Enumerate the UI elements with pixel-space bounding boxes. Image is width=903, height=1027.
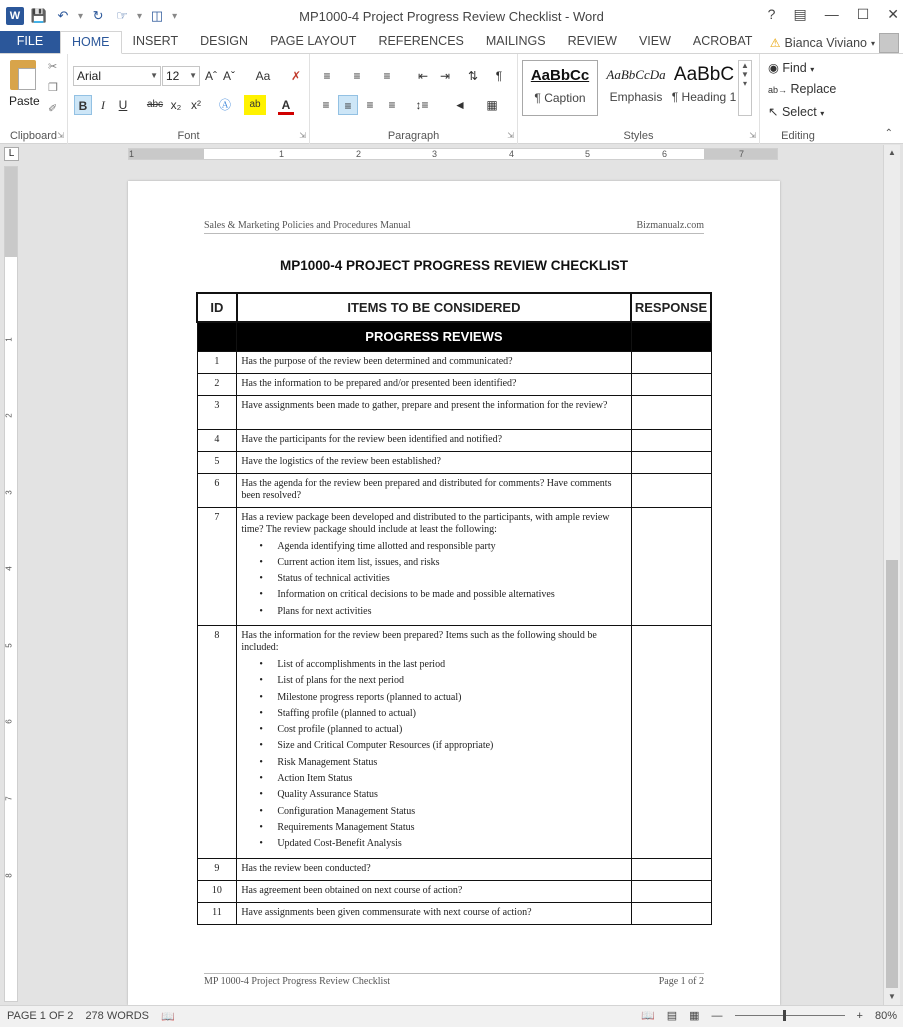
table-row [197, 880, 711, 902]
bullet-item: • Information on critical decisions to be made and possible alternatives [241, 587, 626, 603]
numbering-icon[interactable]: ≡ [353, 69, 361, 83]
borders-icon[interactable]: ▦ [486, 98, 498, 112]
ruler-number: 3 [4, 490, 14, 495]
top-margin-shade [5, 167, 17, 257]
ruler-number: 7 [4, 796, 14, 801]
editing-group-label: Editing [781, 130, 815, 142]
scroll-down-icon[interactable]: ▼ [888, 992, 896, 1001]
tab-insert[interactable]: INSERT [132, 34, 179, 48]
tab-page-layout[interactable]: PAGE LAYOUT [270, 34, 357, 48]
highlight-button[interactable]: ab [244, 95, 266, 115]
status-left [7, 1010, 175, 1023]
table-row [197, 429, 711, 451]
copy-icon[interactable]: ❐ [48, 82, 58, 94]
chevron-down-icon: ▾ [820, 109, 825, 118]
styles-group-label: Styles [623, 130, 654, 142]
undo-dropdown-icon[interactable]: ▾ [78, 10, 84, 22]
table-row [197, 902, 711, 924]
clipboard-group [0, 54, 68, 144]
style-heading-1-sample: AaBbC [673, 64, 735, 85]
tab-acrobat[interactable]: ACROBAT [692, 34, 753, 48]
bullet-item: • Milestone progress reports (planned to actual) [241, 690, 626, 706]
ruler-number: 4 [4, 566, 14, 571]
ruler-number: 7 [739, 149, 745, 159]
bullet-item: • List of plans for the next period [241, 673, 626, 689]
line-spacing-icon[interactable]: ↕≡ [415, 98, 429, 112]
row-item-text: Has the information to be prepared and/or presented been identified? [241, 377, 517, 389]
tab-selector[interactable]: L [4, 147, 19, 161]
ruler-number: 1 [4, 337, 14, 342]
multilevel-list-icon[interactable]: ≡ [383, 69, 391, 83]
redo-icon[interactable]: ↻ [92, 8, 104, 23]
tab-design[interactable]: DESIGN [200, 34, 249, 48]
word-count[interactable]: 278 WORDS [85, 1010, 150, 1022]
user-name: Bianca Viviano [784, 36, 867, 50]
row-item-text: Has the information for the review been prepared? Items such as the following should be included: [241, 629, 597, 653]
collapse-ribbon-icon[interactable]: ⌃ [884, 128, 893, 139]
clear-formatting-icon[interactable]: ✗ [290, 69, 302, 83]
minimize-icon[interactable]: — [824, 6, 839, 22]
tab-references[interactable]: REFERENCES [378, 34, 464, 48]
style-heading-1-name: ¶ Heading 1 [671, 90, 737, 104]
print-preview-icon[interactable]: ◫ [150, 8, 164, 23]
response-cell[interactable] [631, 473, 711, 507]
scroll-thumb[interactable] [886, 560, 898, 988]
chevron-down-icon: ▾ [870, 38, 875, 48]
response-cell[interactable] [631, 625, 711, 858]
style-caption-name: ¶ Caption [534, 91, 586, 105]
font-group-label: Font [177, 130, 200, 142]
left-margin-shade [129, 149, 204, 159]
row-item-bullets [241, 657, 626, 853]
status-bar [0, 1005, 903, 1027]
row-item-text: Have the participants for the review been identified and notified? [241, 433, 503, 445]
help-icon[interactable]: ? [767, 6, 776, 22]
checklist-table [196, 292, 712, 925]
row-id: 4 [197, 429, 237, 451]
row-item-text: Have the logistics of the review been established? [241, 455, 441, 467]
row-item [237, 451, 631, 473]
row-item [237, 395, 631, 429]
table-row [197, 395, 711, 429]
table-row [197, 507, 711, 625]
font-size-combo[interactable] [162, 66, 200, 86]
styles-group [518, 54, 760, 144]
response-cell[interactable] [631, 351, 711, 373]
warning-icon: ⚠ [769, 36, 781, 50]
row-item [237, 880, 631, 902]
row-id: 11 [197, 902, 237, 924]
ruler-number: 1 [129, 149, 135, 159]
bullet-item: • Size and Critical Computer Resources (if appropriate) [241, 738, 626, 754]
page-header [204, 220, 704, 234]
column-header-response: RESPONSE [631, 293, 711, 322]
paste-icon[interactable] [10, 60, 36, 90]
show-formatting-icon[interactable]: ¶ [495, 69, 503, 83]
row-id: 6 [197, 473, 237, 507]
vertical-ruler[interactable] [4, 166, 18, 1002]
print-layout-icon[interactable]: ▤ [666, 1010, 678, 1022]
ruler-number: 2 [4, 413, 14, 418]
decrease-indent-icon[interactable]: ⇤ [417, 69, 429, 83]
tab-view[interactable]: VIEW [638, 34, 671, 48]
page-footer [204, 973, 704, 987]
replace-icon: ab→ [768, 85, 788, 95]
ribbon-display-options-icon[interactable]: ▤ [793, 6, 807, 22]
section-row-blank [631, 322, 711, 351]
row-id: 1 [197, 351, 237, 373]
ruler-number: 8 [4, 873, 14, 878]
status-right [641, 1009, 897, 1022]
bullet-item: • Quality Assurance Status [241, 787, 626, 803]
find-label: Find [782, 61, 807, 75]
ruler-number: 6 [4, 719, 14, 724]
paragraph-group-label: Paragraph [387, 130, 440, 142]
bullet-item: • Staffing profile (planned to actual) [241, 706, 626, 722]
response-cell[interactable] [631, 880, 711, 902]
tab-mailings[interactable]: MAILINGS [485, 34, 546, 48]
find-button[interactable] [768, 60, 814, 75]
row-item [237, 902, 631, 924]
tab-home[interactable]: HOME [60, 31, 122, 54]
bullet-item: • Updated Cost-Benefit Analysis [241, 836, 626, 852]
row-item-text: Has agreement been obtained on next course of action? [241, 884, 463, 896]
row-item-text: Have assignments been made to gather, prepare and present the information for the review? [241, 399, 608, 411]
footer-left: MP 1000-4 Project Progress Review Checklist [204, 976, 391, 987]
align-center-icon[interactable]: ≡ [338, 95, 358, 115]
cut-icon[interactable]: ✂ [48, 61, 58, 73]
binoculars-icon: ◉ [768, 61, 779, 75]
vertical-scrollbar[interactable] [883, 145, 900, 1005]
bullet-item: • Current action item list, issues, and risks [241, 555, 626, 571]
tab-file[interactable]: FILE [0, 31, 60, 53]
change-case-button[interactable]: Aa [255, 69, 271, 83]
zoom-in-icon[interactable]: + [856, 1009, 863, 1022]
font-name-value: Arial [77, 69, 102, 83]
window-controls [768, 6, 899, 23]
font-launcher-icon[interactable]: ⇲ [299, 131, 306, 140]
ruler-number: 1 [279, 149, 285, 159]
paste-button[interactable]: Paste [9, 94, 40, 108]
style-caption-sample: AaBbCc [530, 67, 590, 84]
select-label: Select [781, 105, 817, 119]
response-cell[interactable] [631, 451, 711, 473]
row-id: 3 [197, 395, 237, 429]
undo-icon[interactable]: ↶ [57, 8, 69, 23]
clipboard-launcher-icon[interactable]: ⇲ [57, 131, 64, 140]
row-item-text: Has the purpose of the review been determined and communicated? [241, 355, 513, 367]
section-row-blank [197, 322, 237, 351]
shrink-font-button[interactable]: Aˇ [223, 69, 235, 83]
chevron-down-icon: ▼ [189, 71, 197, 80]
touch-mode-icon[interactable]: ☞ [116, 8, 128, 23]
document-heading: MP1000-4 PROJECT PROGRESS REVIEW CHECKLIST [279, 258, 629, 273]
zoom-slider-thumb[interactable] [783, 1010, 786, 1021]
increase-indent-icon[interactable]: ⇥ [439, 69, 451, 83]
zoom-out-icon[interactable]: — [711, 1009, 723, 1022]
row-item [237, 351, 631, 373]
strikethrough-button[interactable]: abc [146, 99, 164, 110]
table-row [197, 451, 711, 473]
row-id: 2 [197, 373, 237, 395]
table-row [197, 473, 711, 507]
maximize-icon[interactable]: ☐ [856, 6, 870, 22]
zoom-slider[interactable] [735, 1015, 845, 1016]
select-button[interactable] [768, 104, 824, 119]
section-title: PROGRESS REVIEWS [237, 322, 631, 351]
superscript-button[interactable]: x² [191, 98, 201, 112]
table-header-row [197, 293, 711, 322]
column-header-items: ITEMS TO BE CONSIDERED [237, 293, 631, 322]
close-icon[interactable]: ✕ [887, 6, 899, 22]
ruler-number: 6 [662, 149, 668, 159]
table-row [197, 351, 711, 373]
row-item-bullets [241, 539, 626, 620]
ruler-number: 3 [432, 149, 438, 159]
response-cell[interactable] [631, 902, 711, 924]
title-bar [0, 0, 903, 32]
font-name-combo[interactable] [73, 66, 161, 86]
subscript-button[interactable]: x₂ [170, 98, 182, 112]
response-cell[interactable] [631, 429, 711, 451]
word-logo-icon: W [6, 7, 24, 25]
row-item [237, 429, 631, 451]
ribbon [0, 54, 903, 144]
cursor-icon: ↖ [768, 105, 779, 119]
bullets-icon[interactable]: ≡ [323, 69, 331, 83]
styles-launcher-icon[interactable]: ⇲ [749, 131, 756, 140]
row-id: 9 [197, 858, 237, 880]
row-id: 8 [197, 625, 237, 858]
ruler-number: 4 [509, 149, 515, 159]
row-item-text: Has the agenda for the review been prepared and distributed for comments? Have comments been resolved? [241, 477, 612, 501]
zoom-level[interactable]: 80% [874, 1009, 897, 1022]
ruler-number: 2 [356, 149, 362, 159]
table-row [197, 373, 711, 395]
replace-label: Replace [790, 82, 837, 96]
bullet-item: • Action Item Status [241, 771, 626, 787]
ruler-strip[interactable] [128, 148, 778, 160]
ruler-number: 5 [585, 149, 591, 159]
bullet-item: • Configuration Management Status [241, 804, 626, 820]
styles-gallery-scroll[interactable]: ▲ ▼ ▾ [738, 60, 752, 116]
row-id: 7 [197, 507, 237, 625]
user-account[interactable] [770, 32, 899, 54]
shading-icon[interactable]: ◄ [454, 98, 466, 112]
window-title: MP1000-4 Project Progress Review Checklist - Word [299, 9, 604, 24]
row-id: 10 [197, 880, 237, 902]
format-painter-icon[interactable]: ✐ [48, 103, 58, 115]
bullet-item: • Requirements Management Status [241, 820, 626, 836]
style-emphasis[interactable] [598, 60, 674, 116]
response-cell[interactable] [631, 858, 711, 880]
bullet-item: • Cost profile (planned to actual) [241, 722, 626, 738]
page-count[interactable]: PAGE 1 OF 2 [7, 1010, 74, 1022]
document-page[interactable] [128, 181, 780, 1005]
row-id: 5 [197, 451, 237, 473]
bullet-item: • Risk Management Status [241, 755, 626, 771]
tab-review[interactable]: REVIEW [567, 34, 617, 48]
style-heading-1[interactable] [666, 60, 742, 116]
table-row [197, 625, 711, 858]
ribbon-tabs [0, 32, 903, 54]
web-layout-icon[interactable]: ▦ [689, 1010, 700, 1022]
row-item-text: Have assignments been given commensurate with next course of action? [241, 906, 532, 918]
font-group [68, 54, 310, 144]
column-header-id: ID [197, 293, 237, 322]
row-item [237, 858, 631, 880]
row-item [237, 473, 631, 507]
align-right-icon[interactable]: ≡ [366, 98, 374, 112]
avatar [879, 33, 899, 53]
chevron-down-icon: ▾ [810, 65, 815, 74]
style-emphasis-sample: AaBbCcDa [606, 67, 666, 82]
customize-qat-icon[interactable]: ▾ [172, 10, 178, 22]
response-cell[interactable] [631, 507, 711, 625]
horizontal-ruler [0, 144, 903, 164]
scroll-up-icon[interactable]: ▲ [888, 148, 896, 157]
paragraph-group [310, 54, 518, 144]
row-item-text: Has a review package been developed and distributed to the participants, with ample review time? The review package should include at least the following: [241, 511, 610, 535]
save-icon[interactable]: 💾 [30, 8, 48, 23]
footer-right: Page 1 of 2 [658, 976, 704, 987]
bullet-item: • Agenda identifying time allotted and responsible party [241, 539, 626, 555]
row-item-text: Has the review been conducted? [241, 862, 371, 874]
style-caption[interactable] [522, 60, 598, 116]
underline-button[interactable]: U [118, 98, 128, 112]
font-color-button[interactable]: A [278, 95, 294, 115]
grow-font-button[interactable]: Aˆ [205, 69, 217, 83]
paragraph-launcher-icon[interactable]: ⇲ [507, 131, 514, 140]
row-item [237, 507, 631, 625]
sort-icon[interactable]: ⇅ [467, 69, 479, 83]
read-mode-icon[interactable]: 📖 [641, 1010, 655, 1022]
bullet-item: • List of accomplishments in the last period [241, 657, 626, 673]
ruler-number: 5 [4, 643, 14, 648]
response-cell[interactable] [631, 373, 711, 395]
header-right: Bizmanualz.com [636, 220, 704, 231]
replace-button[interactable] [768, 82, 836, 96]
chevron-down-icon: ▼ [150, 71, 158, 80]
section-row [197, 322, 711, 351]
bullet-item: • Status of technical activities [241, 571, 626, 587]
row-item [237, 625, 631, 858]
style-emphasis-name: Emphasis [609, 90, 663, 104]
align-left-icon[interactable]: ≡ [322, 98, 330, 112]
proofing-icon[interactable]: 📖 [161, 1011, 175, 1023]
table-row [197, 858, 711, 880]
justify-icon[interactable]: ≡ [388, 98, 396, 112]
header-left: Sales & Marketing Policies and Procedures Manual [204, 220, 411, 231]
italic-button[interactable]: I [101, 98, 105, 112]
quick-access-toolbar [0, 0, 177, 32]
text-effects-icon[interactable]: Ⓐ [218, 98, 231, 112]
touch-dropdown-icon[interactable]: ▾ [137, 10, 143, 22]
response-cell[interactable] [631, 395, 711, 429]
bullet-item: • Plans for next activities [241, 604, 626, 620]
font-size-value: 12 [166, 69, 180, 83]
row-item [237, 373, 631, 395]
bold-button[interactable]: B [74, 95, 92, 115]
clipboard-group-label: Clipboard [9, 130, 58, 142]
